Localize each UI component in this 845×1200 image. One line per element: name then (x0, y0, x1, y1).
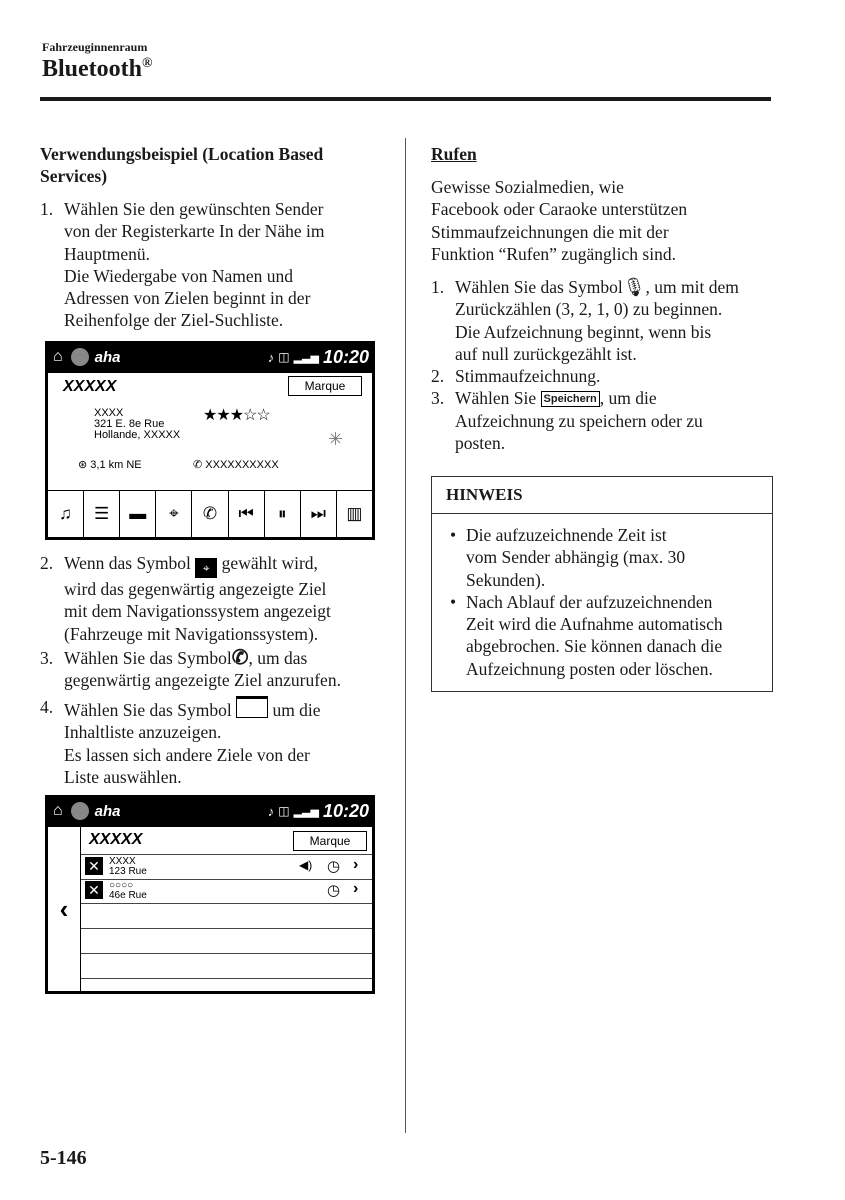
list-item (81, 954, 372, 979)
screen-content-list (45, 795, 375, 994)
speichern-button: Speichern (541, 391, 600, 407)
page-title: Bluetooth® (42, 56, 153, 82)
list-item (81, 904, 372, 929)
close-icon[interactable]: ✕ (85, 857, 103, 875)
equalizer-icon[interactable]: ▥ (336, 491, 372, 537)
right-heading: Rufen (431, 144, 477, 164)
marque-button[interactable]: Marque (288, 376, 362, 396)
station-name: XXXXX (63, 378, 117, 395)
list-icon[interactable]: ☰ (83, 491, 119, 537)
clock: 10:20 (322, 800, 369, 821)
signal-icon: ▂▃▅ (293, 351, 319, 364)
previous-icon[interactable]: ⏮ (228, 491, 264, 537)
phone-icon: ✆ (193, 459, 203, 471)
music-note-icon: ♪ (267, 349, 275, 365)
rufen-steps: 1. Wählen Sie das Symbol🎙, um mit dem Zurückzählen (3, 2, 1, 0) zu beginnen. Die Aufzeichnung beginnt, wenn bis auf null zurückgezählt ist. 2. Stimmaufzeichnung. 3. Wählen Sie Speichern , um die Aufzeichnung zu speichern oder zu posten. (431, 277, 739, 454)
marque-button[interactable]: Marque (293, 831, 367, 851)
address: XXXX 321 E. 8e Rue Hollande, XXXXX (94, 407, 181, 441)
page-number: 5-146 (40, 1147, 87, 1169)
call-icon[interactable]: ✆ (191, 491, 227, 537)
list-item[interactable]: ✕ XXXX 123 Rue ◀) ◷ › (81, 854, 372, 880)
timer-icon[interactable]: ◷ (327, 882, 341, 899)
status-bar (45, 341, 375, 373)
app-name: aha (94, 802, 121, 820)
map-pin-icon[interactable]: ⌖ (155, 491, 191, 537)
signal-icon: ▂▃▅ (293, 805, 319, 818)
microphone-icon: 🎙 (622, 277, 646, 297)
app-name: aha (94, 348, 121, 366)
loading-spinner-icon: ✳ (328, 429, 344, 449)
list-item (81, 929, 372, 954)
step-4: 4. Wählen Sie das Symbol um die Inhaltliste anzuzeigen. Es lassen sich andere Ziele von der Liste auswählen. (40, 697, 321, 787)
step-2: 2. Wenn das Symbol ⌖ gewählt wird, wird das gegenwärtig angezeigte Ziel mit dem Navigationssystem angezeigt (Fahrzeuge mit Navigationssystem). (40, 553, 331, 644)
rating-stars: ★★★☆☆ (203, 407, 270, 424)
folder-icon (236, 696, 268, 718)
content-list (81, 827, 372, 991)
phone-number[interactable]: ✆ XXXXXXXXXX (193, 459, 279, 471)
home-icon[interactable]: ⌂ (53, 802, 63, 819)
pause-icon[interactable]: ⏸ (264, 491, 300, 537)
wifi-icon: ◫ (278, 350, 290, 364)
back-chevron-icon[interactable]: ‹ (48, 827, 81, 991)
hinweis-title: HINWEIS (432, 477, 772, 514)
music-note-icon: ♪ (267, 803, 275, 819)
distance: ⊛ 3,1 km NE (78, 459, 142, 471)
compass-icon: ⊛ (78, 459, 88, 471)
screen-content (48, 827, 372, 991)
step-1: 1. Wählen Sie den gewünschten Sender von der Registerkarte In der Nähe im Hauptmenü. Die Wiedergabe von Namen und Adressen von Zielen beginnt in der Reihenfolge der Ziel-Suchliste. (40, 199, 325, 331)
map-pin-icon: ⌖ (195, 558, 217, 578)
station-name: XXXXX (89, 831, 143, 848)
section-label: Fahrzeuginnenraum (42, 40, 148, 54)
column-divider (405, 138, 406, 1133)
toolbar (48, 490, 372, 537)
hinweis-bullet: • Nach Ablauf der aufzuzeichnenden Zeit wird die Aufnahme automatisch abgebrochen. Sie können danach die Aufzeichnung posten oder löschen. (450, 591, 723, 679)
hinweis-box (431, 476, 773, 692)
home-icon[interactable]: ⌂ (53, 348, 63, 365)
screen-content (48, 373, 372, 537)
aha-logo-icon (71, 802, 89, 820)
rufen-intro: Gewisse Sozialmedien, wie Facebook oder Caraoke unterstützen Stimmaufzeichnungen die mit der Funktion “Rufen” zugänglich sind. (431, 177, 688, 264)
list-item[interactable]: ✕ ○○○○ 46e Rue ◷ › (81, 879, 372, 904)
timer-icon[interactable]: ◷ (327, 858, 341, 875)
speaker-icon: ◀) (299, 858, 313, 872)
status-bar (45, 795, 375, 827)
chevron-right-icon[interactable]: › (353, 856, 359, 873)
phone-icon: ✆ (231, 647, 249, 669)
screen-location-detail (45, 341, 375, 540)
music-icon[interactable]: ♫ (59, 504, 72, 523)
hinweis-bullet: • Die aufzuzeichnende Zeit ist vom Sender abhängig (max. 30 Sekunden). (450, 525, 686, 590)
chevron-right-icon[interactable]: › (353, 880, 359, 897)
close-icon[interactable]: ✕ (85, 881, 103, 899)
left-heading: Verwendungsbeispiel (Location Based Services) (40, 144, 324, 187)
next-icon[interactable]: ⏭ (300, 491, 336, 537)
wifi-icon: ◫ (278, 804, 290, 818)
step-3: 3. Wählen Sie das Symbol✆, um das gegenwärtig angezeigte Ziel anzurufen. (40, 647, 341, 691)
aha-logo-icon (71, 348, 89, 366)
clock: 10:20 (322, 346, 369, 367)
title-rule (40, 97, 771, 101)
folder-icon[interactable]: ▬ (119, 491, 155, 537)
